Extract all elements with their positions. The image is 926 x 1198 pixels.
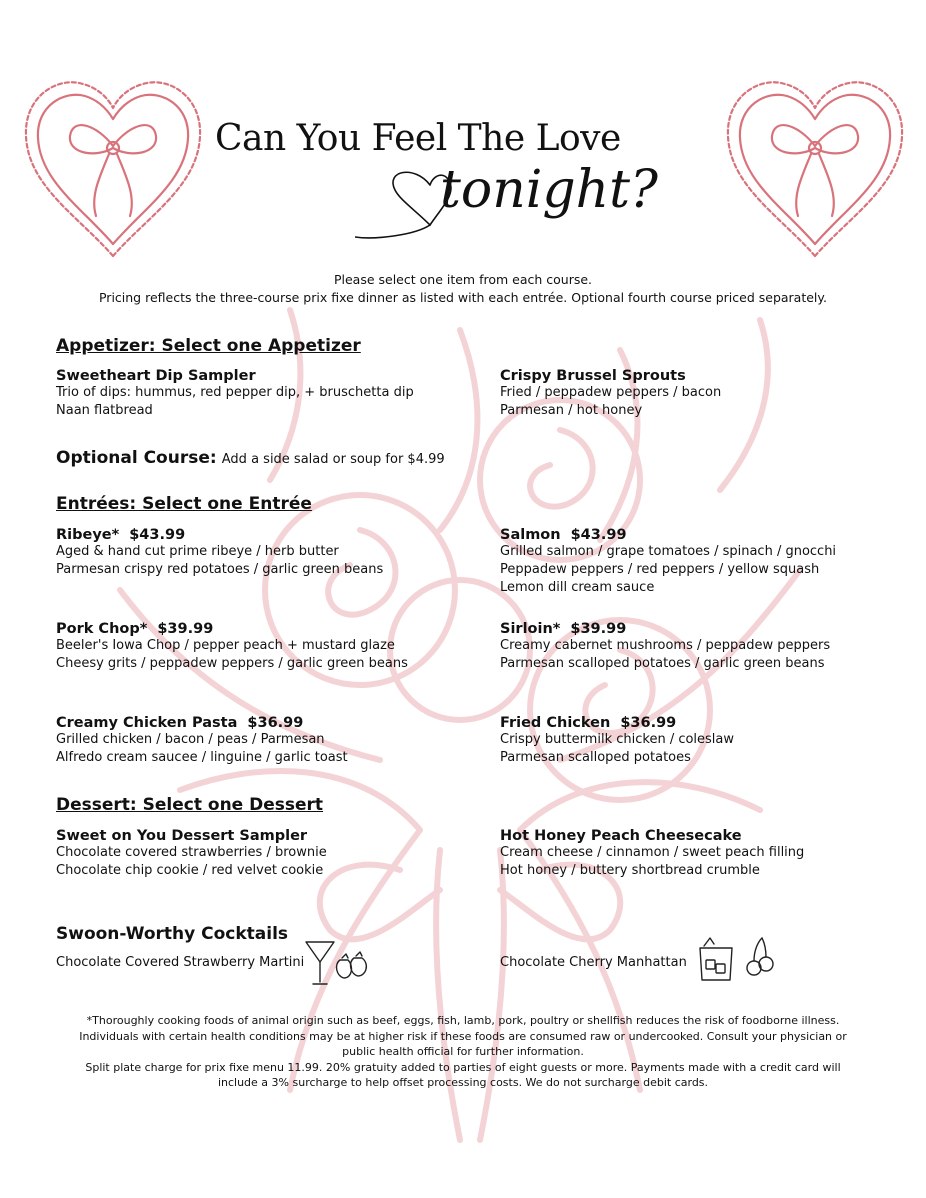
appetizer-item: [56, 368, 414, 420]
manhattan-cherry-icon: [696, 934, 776, 984]
item-name: Crispy Brussel Sprouts: [500, 368, 686, 384]
cocktails-heading: Swoon-Worthy Cocktails: [56, 924, 289, 944]
item-desc: Cream cheese / cinnamon / sweet peach filling: [500, 845, 805, 860]
optional-course: [56, 448, 445, 468]
item-desc: Parmesan crispy red potatoes / garlic green beans: [56, 562, 384, 577]
item-name: Salmon: [500, 527, 561, 543]
entree-item: [500, 621, 830, 673]
entree-item: [56, 621, 408, 673]
item-name: Hot Honey Peach Cheesecake: [500, 828, 742, 844]
item-desc: Aged & hand cut prime ribeye / herb butter: [56, 544, 339, 559]
item-price: $43.99: [129, 527, 186, 543]
footer-line: Split plate charge for prix fixe menu 11.99. 20% gratuity added to parties of eight guests or more. Payments made with a credit card will: [85, 1060, 841, 1074]
item-name: Pork Chop*: [56, 621, 148, 637]
item-desc: Hot honey / buttery shortbread crumble: [500, 863, 760, 878]
item-desc: Fried / peppadew peppers / bacon: [500, 385, 722, 400]
martini-strawberry-icon: [304, 938, 374, 988]
dessert-item: [56, 828, 327, 880]
intro-line-1: Please select one item from each course.: [333, 272, 593, 287]
item-name: Creamy Chicken Pasta: [56, 715, 238, 731]
optional-course-label: Optional Course:: [56, 448, 217, 468]
entrees-heading: Entrées: Select one Entrée: [56, 494, 312, 514]
item-desc: Chocolate chip cookie / red velvet cookie: [56, 863, 324, 878]
dessert-item: [500, 828, 804, 880]
item-desc: Creamy cabernet mushrooms / peppadew peppers: [500, 638, 831, 653]
item-desc: Peppadew peppers / red peppers / yellow squash: [500, 562, 820, 577]
item-desc: Grilled chicken / bacon / peas / Parmesan: [56, 732, 325, 747]
item-name: Fried Chicken: [500, 715, 611, 731]
entree-item: [56, 527, 383, 579]
item-desc: Naan flatbread: [56, 403, 153, 418]
item-desc: Alfredo cream saucee / linguine / garlic toast: [56, 750, 348, 765]
item-name: Sweet on You Dessert Sampler: [56, 828, 308, 844]
item-price: $43.99: [570, 527, 627, 543]
item-desc: Trio of dips: hummus, red pepper dip, + bruschetta dip: [56, 385, 414, 400]
footer-line: public health official for further information.: [342, 1045, 584, 1058]
optional-course-text: Add a side salad or soup for $4.99: [221, 452, 445, 467]
item-price: $39.99: [570, 621, 627, 637]
item-desc: Parmesan / hot honey: [500, 403, 643, 418]
appetizer-heading: Appetizer: Select one Appetizer: [56, 336, 361, 356]
item-desc: Crispy buttermilk chicken / coleslaw: [500, 732, 735, 747]
cocktail-item: Chocolate Cherry Manhattan: [500, 955, 687, 970]
item-price: $36.99: [620, 715, 677, 731]
intro-line-2: Pricing reflects the three-course prix fixe dinner as listed with each entrée. Optional fourth course priced separately.: [98, 290, 827, 305]
item-price: $36.99: [247, 715, 304, 731]
item-name: Sirloin*: [500, 621, 561, 637]
item-desc: Lemon dill cream sauce: [500, 580, 655, 595]
item-desc: Parmesan scalloped potatoes / garlic green beans: [500, 656, 825, 671]
item-name: Ribeye*: [56, 527, 120, 543]
item-desc: Cheesy grits / peppadew peppers / garlic green beans: [56, 656, 408, 671]
entree-item: [500, 527, 836, 597]
title-line-1: Can You Feel The Love: [215, 118, 621, 159]
title-line-2: tonight?: [440, 160, 658, 220]
footer-line: include a 3% surcharge to help offset processing costs. We do not surcharge debit cards.: [217, 1076, 709, 1089]
cocktail-item: Chocolate Covered Strawberry Martini: [56, 955, 305, 970]
item-desc: Beeler's Iowa Chop / pepper peach + mustard glaze: [56, 638, 395, 653]
entree-item: [500, 715, 734, 767]
item-desc: Grilled salmon / grape tomatoes / spinach / gnocchi: [500, 544, 837, 559]
item-desc: Chocolate covered strawberries / brownie: [56, 845, 327, 860]
footer-disclaimer: [40, 1013, 886, 1091]
footer-line: Individuals with certain health conditions may be at higher risk if these foods are consumed raw or undercooked. Consult your physician or: [79, 1029, 847, 1043]
item-desc: Parmesan scalloped potatoes: [500, 750, 691, 765]
dessert-heading: Dessert: Select one Dessert: [56, 795, 324, 815]
heart-bow-icon-left: [18, 66, 208, 266]
heart-bow-icon-right: [720, 66, 910, 266]
entree-item: [56, 715, 348, 767]
item-name: Sweetheart Dip Sampler: [56, 368, 256, 384]
appetizer-item: [500, 368, 721, 420]
item-price: $39.99: [157, 621, 214, 637]
footer-line: *Thoroughly cooking foods of animal origin such as beef, eggs, fish, lamb, pork, poultry or shellfish reduces the risk of foodborne illness.: [86, 1014, 840, 1027]
